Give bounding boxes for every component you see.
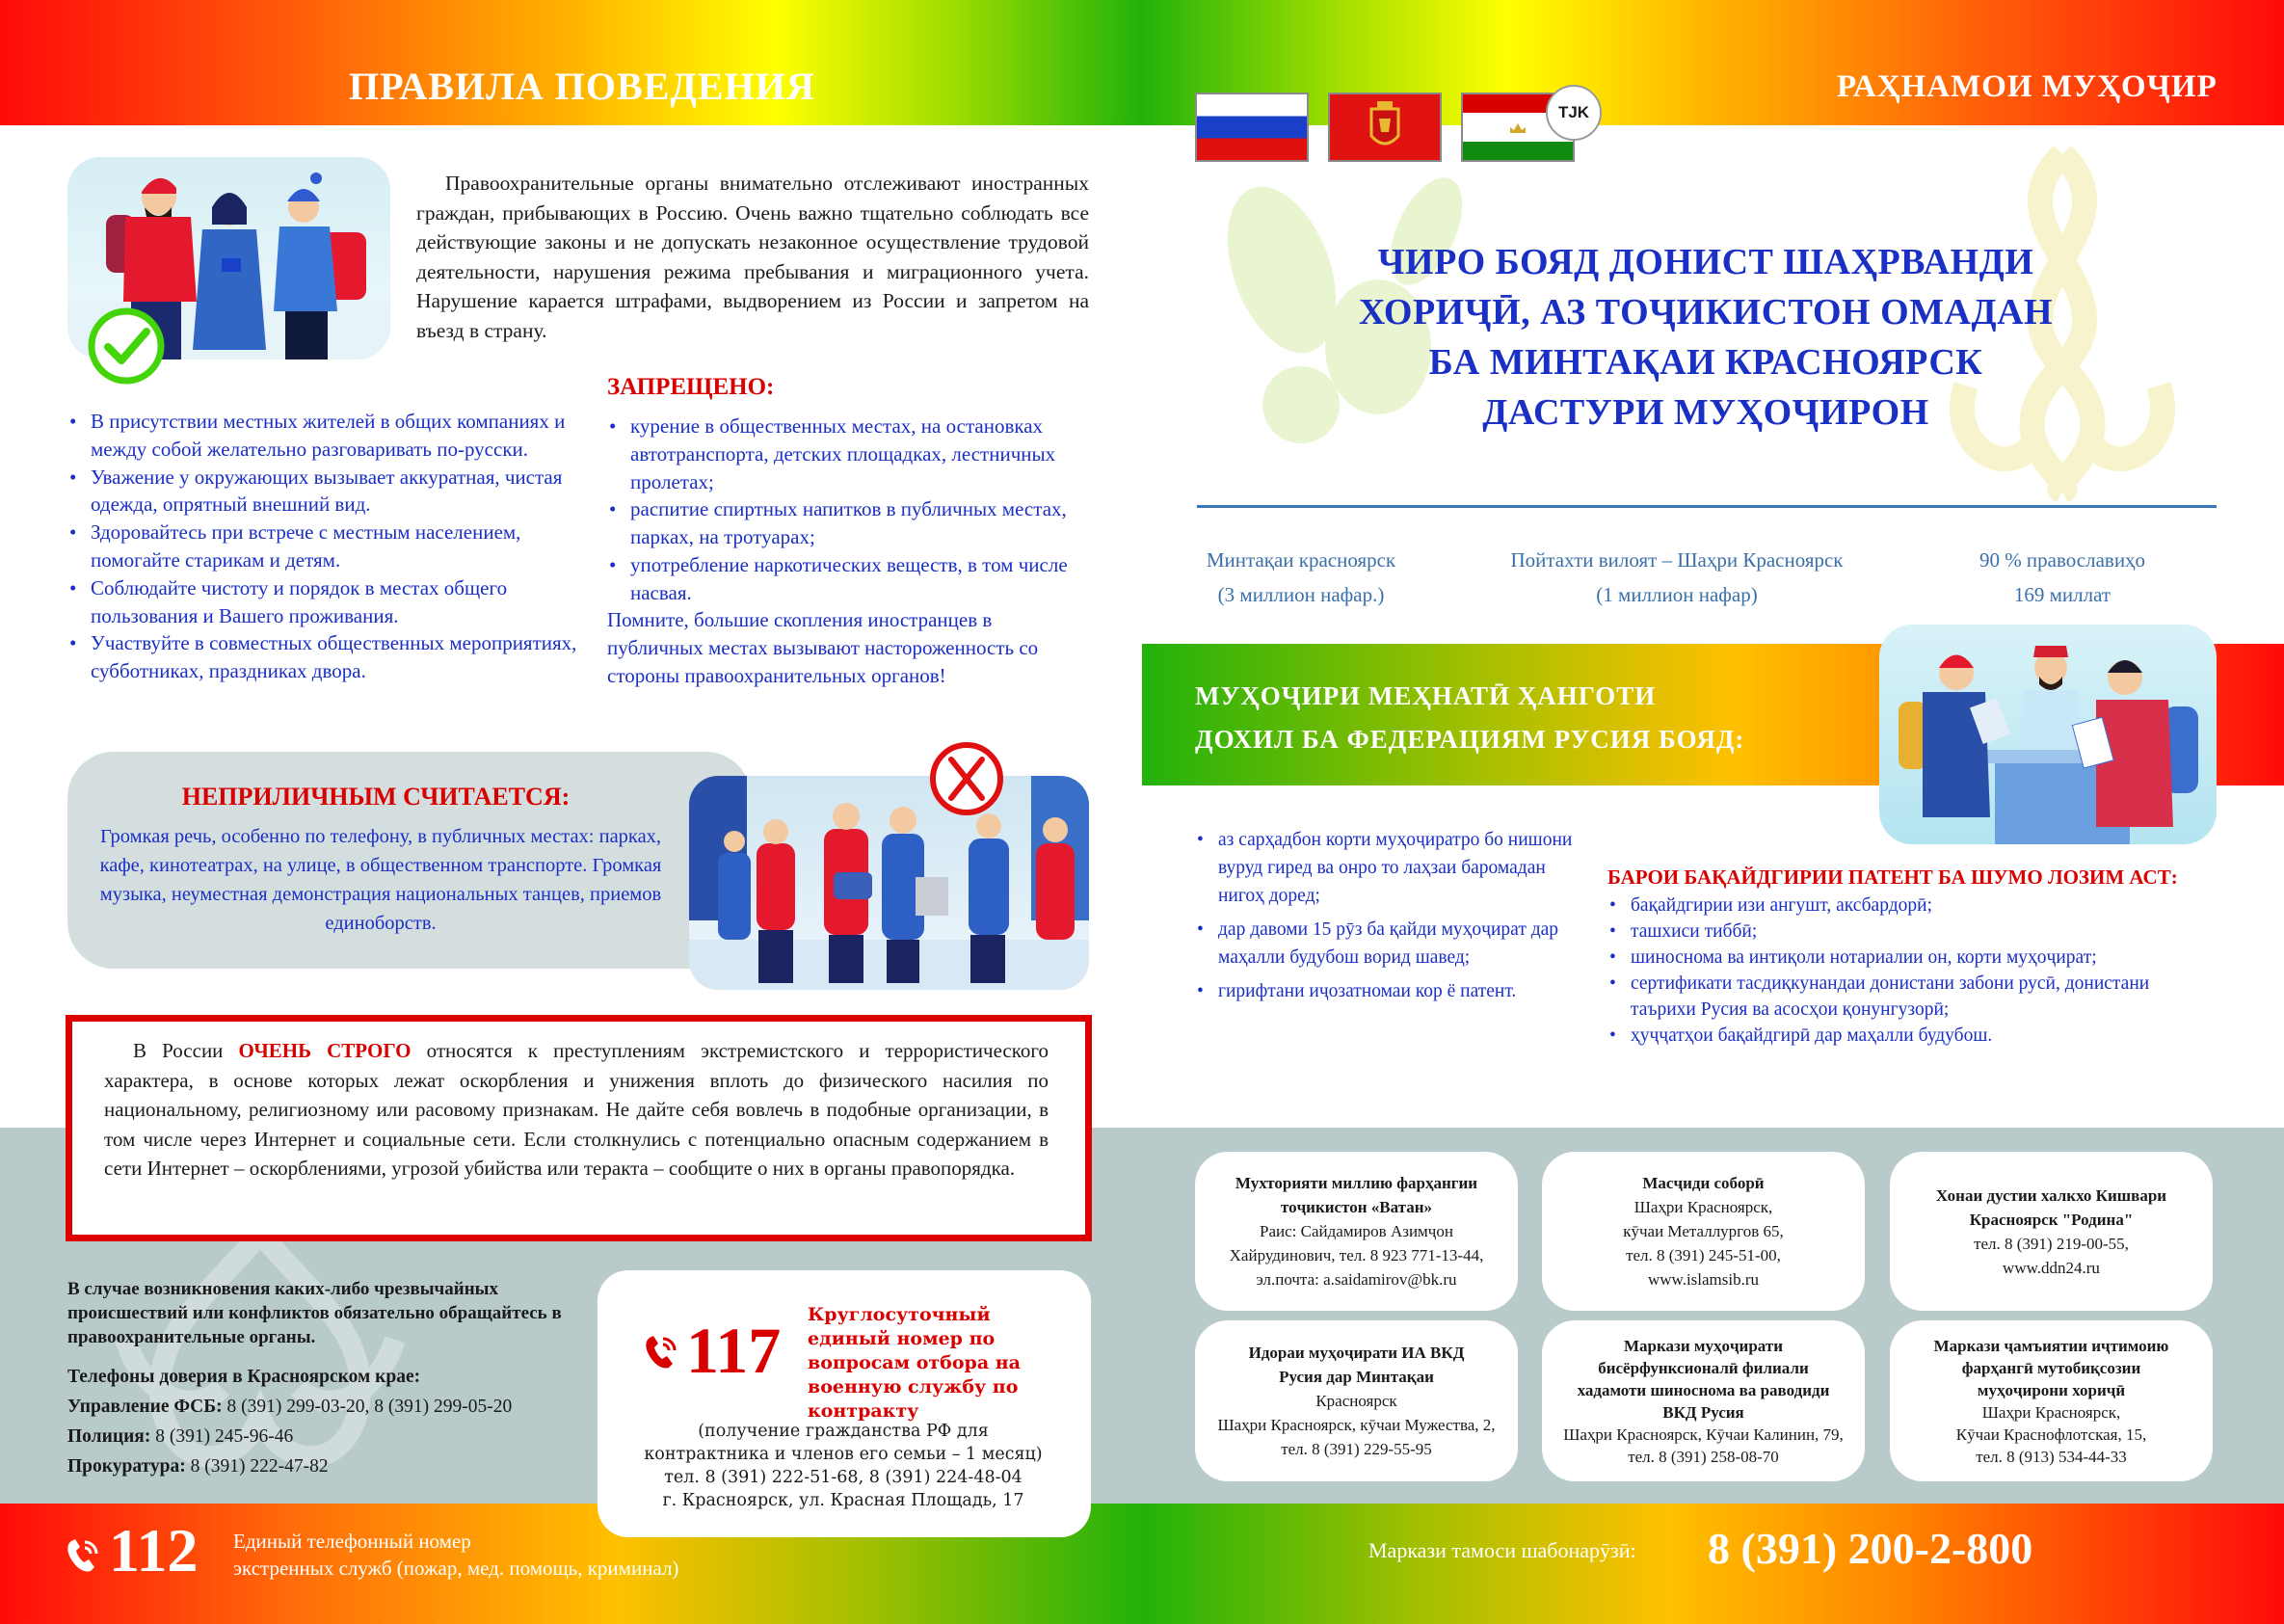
rule-item: • В присутствии местных жителей в общих компаниях и между собой желательно разговаривать по-русски. bbox=[67, 408, 588, 464]
title-line: БА МИНТАҚАИ КРАСНОЯРСК bbox=[1428, 342, 1983, 383]
patent-item: • шиноснома ва интиқоли нотариалии он, корти муҳоҷират; bbox=[1607, 945, 2263, 971]
forbidden-note: Помните, большие скопления иностранцев в публичных местах вызывают настороженность со стороны правоохранительных органов! bbox=[607, 608, 1039, 687]
org-name: тоҷикистон «Ватан» bbox=[1280, 1198, 1433, 1216]
entry-step-item: • аз сарҳадбон корти муҳоҷиратро бо нишони вуруд гиред ва онро то лаҳзаи баромадан нигоҳ доред; bbox=[1195, 826, 1580, 910]
org-name: Мухторияти миллию фарҳангии bbox=[1235, 1174, 1478, 1192]
org-detail: Шаҳри Красноярск, bbox=[1633, 1198, 1773, 1216]
patent-heading: БАРОИ БАҚАЙДГИРИИ ПАТЕНТ БА ШУМО ЛОЗИМ АСТ: bbox=[1607, 865, 2178, 889]
indecent-heading: НЕПРИЛИЧНЫМ СЧИТАЕТСЯ: bbox=[181, 783, 571, 811]
stat-label: Пойтахти вилоят – Шаҳри Красноярск bbox=[1510, 548, 1844, 572]
emergency-note: В случае возникновения каких-либо чрезвычайных происшествий или конфликтов обязательно обращайтесь в правоохранительные органы. bbox=[67, 1279, 562, 1347]
country-code-badge: TJK bbox=[1546, 85, 1602, 141]
main-title bbox=[1195, 237, 2217, 438]
detail-line: (получение гражданства РФ для bbox=[698, 1422, 989, 1441]
stat-label: 90 % православиҳо bbox=[1979, 548, 2146, 572]
patent-item: • сертификати тасдиқкунандаи донистани забони русӣ, донистани таърихи Русия ва асосҳои қонунгузорӣ; bbox=[1607, 971, 2186, 1023]
org-name: фарҳангӣ мутобиқсозии bbox=[1961, 1358, 2141, 1377]
extremism-warning-text bbox=[104, 1036, 1049, 1184]
desc-line: Единый телефонный номер bbox=[233, 1530, 471, 1553]
phone-icon bbox=[644, 1333, 680, 1371]
hotline-number: 8 (391) 222-47-82 bbox=[185, 1456, 329, 1477]
org-detail: кӯчаи Металлургов 65, bbox=[1623, 1222, 1784, 1240]
org-detail: тел. 8 (391) 229-55-95 bbox=[1281, 1440, 1432, 1458]
org-card-multifunctional-center bbox=[1542, 1320, 1865, 1481]
emergency-112-number: 112 bbox=[109, 1516, 199, 1584]
contact-center-phone[interactable]: 8 (391) 200-2-800 bbox=[1708, 1524, 2033, 1573]
warning-body: относятся к преступлениям экстремистского и террористического характера, в основе которых лежат оскорбления и унижения вплоть до физического насилия по национальному, религиозному или расовому признакам. Не дайте себя вовлечь в подобные организации, в том числе через Интернет и социальные сети. Если столкнулись с потенциально опасным содержанием в сети Интернет – оскорблениями, угрозой убийства или теракта – сообщите о них в органы правопорядка. bbox=[104, 1039, 1049, 1180]
patent-item: • ташхиси тиббӣ; bbox=[1607, 918, 2263, 945]
org-name: ВКД Русия bbox=[1662, 1402, 1744, 1422]
stat-value: (3 миллион нафар.) bbox=[1217, 583, 1385, 606]
desc-line: экстренных служб (пожар, мед. помощь, криминал) bbox=[233, 1557, 679, 1580]
org-name: Хонаи дустии халкхо Кишвари bbox=[1935, 1185, 2167, 1205]
org-name: бисёрфунксионалӣ филиали bbox=[1598, 1358, 1809, 1377]
hotline-police bbox=[67, 1422, 607, 1451]
hotline-label: Полиция: bbox=[67, 1426, 151, 1447]
right-header-title: РАҲНАМОИ МУҲОҶИР bbox=[1837, 69, 2218, 104]
org-detail: тел. 8 (391) 258-08-70 bbox=[1628, 1447, 1779, 1466]
emergency-112-description bbox=[233, 1528, 678, 1582]
rule-item: • Здоровайтесь при встрече с местным населением, помогайте старикам и детям. bbox=[67, 519, 588, 574]
title-line: ДАСТУРИ МУҲОҶИРОН bbox=[1482, 392, 1929, 433]
hotline-fsb bbox=[67, 1392, 607, 1422]
left-header-title: ПРАВИЛА ПОВЕДЕНИЯ bbox=[349, 65, 815, 108]
forbidden-heading: ЗАПРЕЩЕНО: bbox=[607, 374, 775, 400]
prohibited-x-icon bbox=[928, 740, 1005, 817]
patent-item: • ҳуҷҷатҳои бақайдгирӣ дар маҳалли будубош. bbox=[1607, 1023, 2263, 1049]
org-detail: тел. 8 (391) 245-51-00, bbox=[1626, 1246, 1781, 1265]
hotline-117-number: 117 bbox=[686, 1314, 782, 1387]
migration-office-illustration bbox=[1879, 625, 2217, 844]
hotline-label: Управление ФСБ: bbox=[67, 1397, 223, 1417]
org-detail: Шаҳри Красноярск, кӯчаи Мужества, 2, bbox=[1217, 1416, 1496, 1434]
patent-requirements-list bbox=[1607, 892, 2263, 1049]
detail-line: г. Красноярск, ул. Красная Площадь, 17 bbox=[662, 1491, 1024, 1510]
org-detail: Раис: Сайдамиров Азимҷон bbox=[1260, 1222, 1453, 1240]
warning-emphasis: ОЧЕНЬ СТРОГО bbox=[238, 1039, 412, 1062]
stat-value: 169 миллат bbox=[2013, 583, 2111, 606]
org-website-link[interactable]: www.islamsib.ru bbox=[1647, 1270, 1760, 1289]
crown-icon bbox=[1506, 118, 1529, 137]
warning-prefix: В России bbox=[133, 1039, 239, 1062]
contact-center-label: Маркази тамоси шабонарӯзӣ: bbox=[1368, 1538, 1636, 1562]
title-line: ЧИРО БОЯД ДОНИСТ ШАҲРВАНДИ bbox=[1377, 242, 2034, 282]
entry-steps-list bbox=[1195, 826, 1580, 1011]
hotlines-heading: Телефоны доверия в Красноярском крае: bbox=[67, 1367, 421, 1387]
hotline-number: 8 (391) 245-96-46 bbox=[150, 1426, 294, 1447]
hotline-117-details bbox=[607, 1420, 1079, 1512]
org-card-adaptation-center bbox=[1890, 1320, 2213, 1481]
forbidden-list bbox=[607, 413, 1079, 607]
org-card-migration-office bbox=[1195, 1320, 1518, 1481]
intro-paragraph: Правоохранительные органы внимательно отслеживают иностранных граждан, прибывающих в Россию. Очень важно тщательно соблюдать все действующие законы и не допускать незаконное осуществление трудовой деятельности, нарушения режима пребывания и миграционного учета. Нарушение карается штрафами, выдворением из России и запретом на въезд в страну. bbox=[416, 172, 1089, 342]
title-divider bbox=[1197, 505, 2217, 508]
org-detail: тел. 8 (391) 219-00-55, bbox=[1974, 1234, 2129, 1253]
stat-region bbox=[1181, 543, 1421, 612]
rule-item: • Уважение у окружающих вызывает аккуратная, чистая одежда, опрятный внешний вид. bbox=[67, 464, 588, 519]
russia-flag-icon bbox=[1195, 93, 1309, 162]
coat-of-arms-icon bbox=[1366, 99, 1404, 155]
hotline-prosecutor bbox=[67, 1451, 607, 1481]
patent-item: • бақайдгирии изи ангушт, аксбардорӣ; bbox=[1607, 892, 2263, 918]
header-band-right bbox=[1142, 0, 2284, 125]
entry-step-item: • дар давоми 15 рӯз ба қайди муҳоҷират дар маҳалли будубош ворид шавед; bbox=[1195, 916, 1580, 972]
stat-label: Минтақаи красноярск bbox=[1206, 548, 1396, 572]
org-detail: Хайрудинович, тел. 8 923 771-13-44, bbox=[1229, 1246, 1484, 1265]
forbidden-item: • распитие спиртных напитков в публичных местах, парках, на тротуарах; bbox=[607, 495, 1079, 551]
migrant-band-title bbox=[1195, 675, 1744, 761]
org-detail[interactable]: эл.почта: a.saidamirov@bk.ru bbox=[1256, 1270, 1457, 1289]
org-name: Маркази муҳоҷирати bbox=[1623, 1336, 1784, 1355]
krasnoyarsk-flag-icon bbox=[1328, 93, 1442, 162]
org-name: хадамоти шиноснома ва раводиди bbox=[1577, 1380, 1830, 1399]
entry-step-item: • гирифтани иҷозатномаи кор ё патент. bbox=[1195, 977, 1580, 1005]
forbidden-item: • курение в общественных местах, на остановках автотранспорта, детских площадках, лестничных пролетах; bbox=[607, 413, 1079, 495]
hotline-label: Прокуратура: bbox=[67, 1456, 186, 1477]
org-card-rodina bbox=[1890, 1152, 2213, 1311]
forbidden-item: • употребление наркотических веществ, в том числе насвая. bbox=[607, 551, 1079, 607]
org-name: Русия дар Минтақаи bbox=[1279, 1368, 1434, 1386]
title-line: ХОРИҶӢ, АЗ ТОҶИКИСТОН ОМАДАН bbox=[1358, 292, 2054, 333]
phone-icon bbox=[66, 1536, 102, 1575]
hotlines-block bbox=[67, 1362, 607, 1481]
check-circle-icon bbox=[87, 306, 166, 386]
title-line: ДОХИЛ БА ФЕДЕРАЦИЯМ РУСИЯ БОЯД: bbox=[1195, 725, 1745, 754]
stat-capital bbox=[1474, 543, 1879, 612]
rule-item: • Соблюдайте чистоту и порядок в местах общего пользования и Вашего проживания. bbox=[67, 574, 588, 630]
behavior-rules-list bbox=[67, 408, 588, 685]
org-detail: Красноярск bbox=[1315, 1392, 1397, 1410]
org-card-mosque bbox=[1542, 1152, 1865, 1311]
rule-item: • Участвуйте в совместных общественных мероприятиях, субботниках, праздниках двора. bbox=[67, 629, 588, 685]
org-name: Маркази ҷамъиятии иҷтимоию bbox=[1933, 1336, 2169, 1355]
org-detail: Кӯчаи Краснофлотская, 15, bbox=[1955, 1424, 2147, 1444]
org-name: Красноярск "Родина" bbox=[1969, 1210, 2134, 1229]
indecent-text: Громкая речь, особенно по телефону, в публичных местах: парках, кафе, кинотеатрах, на улице, в общественном транспорте. Громкая музыка, неуместная демонстрация национальных танцев, приемов единоборств. bbox=[99, 826, 662, 934]
stat-religion bbox=[1947, 543, 2178, 612]
org-website-link[interactable]: www.ddn24.ru bbox=[2003, 1258, 2100, 1277]
crowd-illustration bbox=[689, 776, 1089, 990]
hotline-117-description: Круглосуточный единый номер по вопросам отбора на военную службу по контракту bbox=[808, 1304, 1021, 1422]
org-name: Идораи муҳоҷирати ИА ВКД bbox=[1248, 1344, 1465, 1362]
title-line: МУҲОҶИРИ МЕҲНАТӢ ҲАНГОТИ bbox=[1195, 681, 1657, 710]
org-detail: Шаҳри Красноярск, Кӯчаи Калинин, 79, bbox=[1563, 1424, 1844, 1444]
org-name: муҳоҷирони хориҷӣ bbox=[1977, 1380, 2126, 1399]
org-detail: тел. 8 (913) 534-44-33 bbox=[1976, 1447, 2127, 1466]
org-name: Масҷиди соборӣ bbox=[1642, 1174, 1765, 1192]
detail-line: тел. 8 (391) 222-51-68, 8 (391) 224-48-04 bbox=[664, 1468, 1022, 1487]
org-detail: Шаҳри Красноярск, bbox=[1981, 1402, 2121, 1422]
org-card-vatan bbox=[1195, 1152, 1518, 1311]
detail-line: контрактника и членов его семьи – 1 месяц) bbox=[644, 1445, 1043, 1464]
stat-value: (1 миллион нафар) bbox=[1596, 583, 1758, 606]
hotline-number: 8 (391) 299-03-20, 8 (391) 299-05-20 bbox=[222, 1397, 513, 1417]
